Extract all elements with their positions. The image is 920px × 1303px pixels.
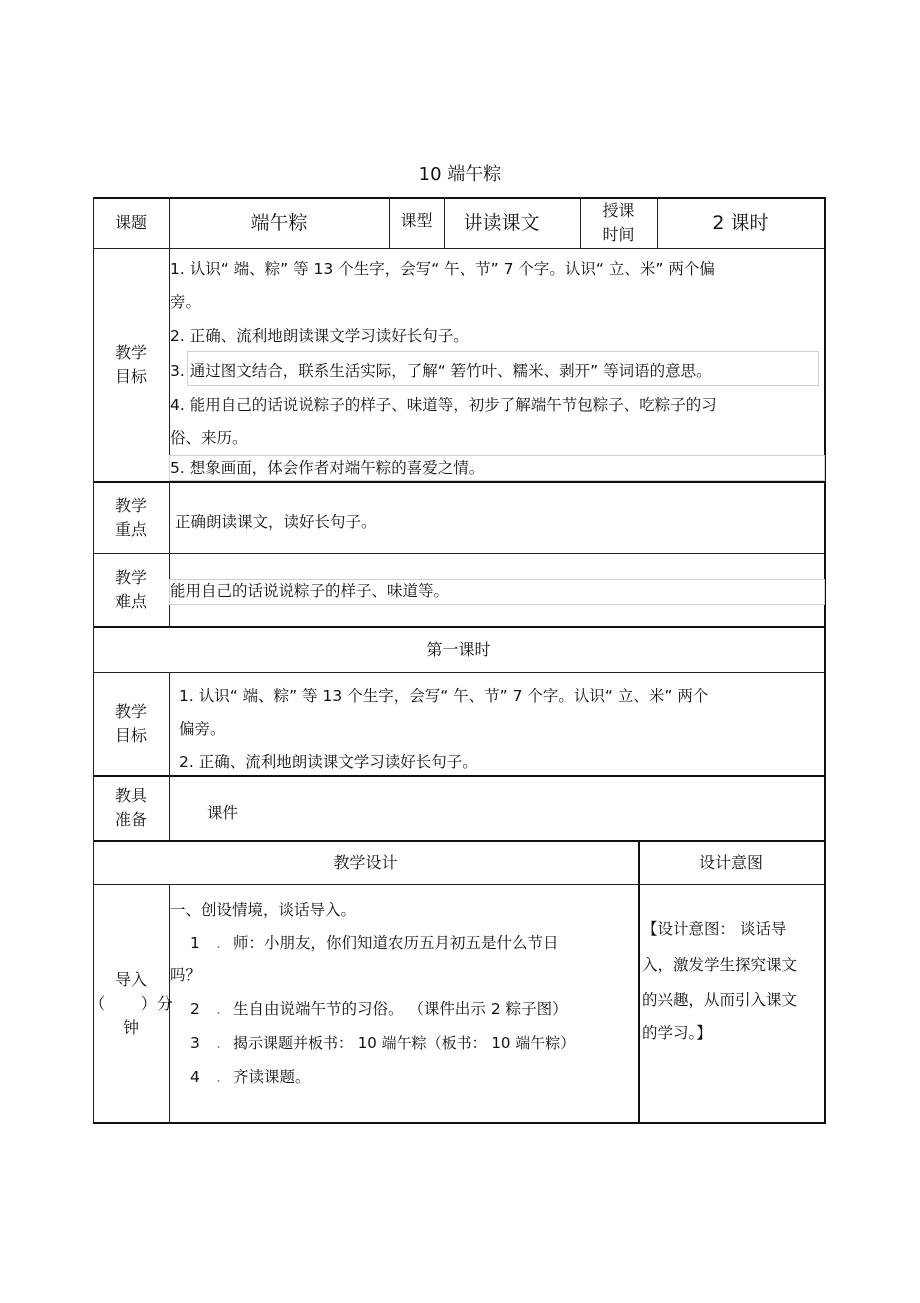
step-4-text: 齐读课题。: [233, 1068, 311, 1086]
key-points-text: 正确朗读课文，读好长句子。: [175, 513, 377, 531]
step-1-text: 师：小朋友，你们知道农历五月初五是什么节日: [233, 934, 559, 952]
row-divider: [93, 775, 826, 777]
label-difficulties-line2: 难点: [114, 592, 147, 611]
difficulties-text: 能用自己的话说说粽子的样子、味道等。: [170, 582, 450, 600]
row-divider: [93, 481, 826, 483]
label-prep-line1: 教具: [114, 786, 147, 805]
label-key-points: [93, 482, 169, 553]
prep-text: 课件: [207, 804, 239, 822]
label-prep-line2: 准备: [114, 810, 147, 829]
label-lesson-goals-line2: 目标: [114, 726, 147, 745]
hours-value: 2 课时: [712, 212, 769, 234]
intent-line-2: 入，激发学生探究课文: [642, 956, 798, 974]
row-divider: [93, 553, 826, 554]
table-bottom-border: [93, 1122, 826, 1124]
goal-line-4b: 俗、来历。: [170, 429, 248, 447]
row-divider: [93, 884, 826, 885]
intent-line-4: 的学习。】: [642, 1024, 712, 1042]
step-3-number: 3: [190, 1034, 200, 1052]
label-intro-line2: （ ）分: [89, 993, 173, 1013]
label-topic: 课题: [114, 213, 147, 232]
row-divider: [93, 672, 826, 673]
step-4-dot: .: [216, 1068, 221, 1086]
lesson-goal-2: 2. 正确、流利地朗读课文学习读好长句子。: [179, 753, 478, 771]
goal-line-1b: 旁。: [170, 293, 202, 311]
label-intro-line3: 钟: [122, 1017, 139, 1037]
col-design-heading: 教学设计: [333, 852, 398, 872]
label-difficulties: [93, 554, 169, 626]
step-1-dot: .: [216, 934, 221, 952]
intent-line-1: 【设计意图： 谈话导: [642, 920, 787, 938]
label-intro: [89, 885, 173, 1122]
intent-line-3: 的兴趣，从而引入课文: [642, 991, 798, 1009]
label-intro-line1: 导入: [114, 969, 147, 989]
table-right-border: [824, 197, 826, 1123]
step-3-text: 揭示课题并板书： 10 端午粽（板书： 10 端午粽）: [233, 1034, 576, 1052]
goal-line-2: 2. 正确、流利地朗读课文学习读好长句子。: [170, 327, 469, 345]
goal-line-5: 5. 想象画面，体会作者对端午粽的喜爱之情。: [170, 459, 485, 477]
lesson-goal-1b: 偏旁。: [179, 720, 226, 738]
label-goals-line2: 目标: [114, 366, 147, 386]
type-value: 讲读课文: [463, 212, 540, 234]
label-difficulties-line1: 教学: [114, 568, 147, 587]
step-2-number: 2: [190, 1000, 200, 1018]
step-title: 一、创设情境，谈话导入。: [170, 901, 357, 919]
label-prep: [93, 776, 169, 840]
document-title: 10 端午粽: [418, 164, 502, 185]
goal-line-4: 4. 能用自己的话说说粽子的样子、味道等，初步了解端午节包粽子、吃粽子的习: [170, 396, 717, 414]
label-key-points-line2: 重点: [114, 519, 147, 539]
label-key-points-line1: 教学: [114, 495, 147, 515]
label-hours-line2: 时间: [602, 225, 635, 244]
step-1-continued: 吗？: [170, 966, 202, 984]
topic-value: 端午粽: [250, 212, 308, 234]
label-lesson-goals: [93, 673, 169, 775]
step-3-dot: .: [216, 1034, 221, 1052]
label-goals-line1: 教学: [114, 342, 147, 362]
col-intent-heading: 设计意图: [698, 852, 763, 872]
lesson-goal-1: 1. 认识“ 端、粽” 等 13 个生字，会写“ 午、节” 7 个字。认识“ 立、米” 两个: [179, 687, 709, 705]
label-lesson-goals-line1: 教学: [114, 702, 147, 721]
step-1-number: 1: [190, 934, 200, 952]
label-goals: [93, 248, 169, 481]
label-type: 课型: [400, 211, 433, 230]
first-lesson-heading: 第一课时: [426, 639, 491, 659]
row-divider: [93, 248, 826, 249]
goal-line-1: 1. 认识“ 端、粽” 等 13 个生字，会写“ 午、节” 7 个字。认识“ 立、米” 两个偏: [170, 260, 715, 278]
step-2-dot: .: [216, 1000, 221, 1018]
step-2-text: 生自由说端午节的习俗。 （课件出示 2 粽子图）: [233, 1000, 568, 1018]
label-hours: [580, 198, 657, 248]
goal-line-3: 3. 通过图文结合，联系生活实际，了解“ 箬竹叶、糯米、剥开” 等词语的意思。: [170, 362, 712, 380]
col-divider: [169, 672, 170, 840]
label-hours-line1: 授课: [602, 201, 635, 220]
step-4-number: 4: [190, 1068, 200, 1086]
